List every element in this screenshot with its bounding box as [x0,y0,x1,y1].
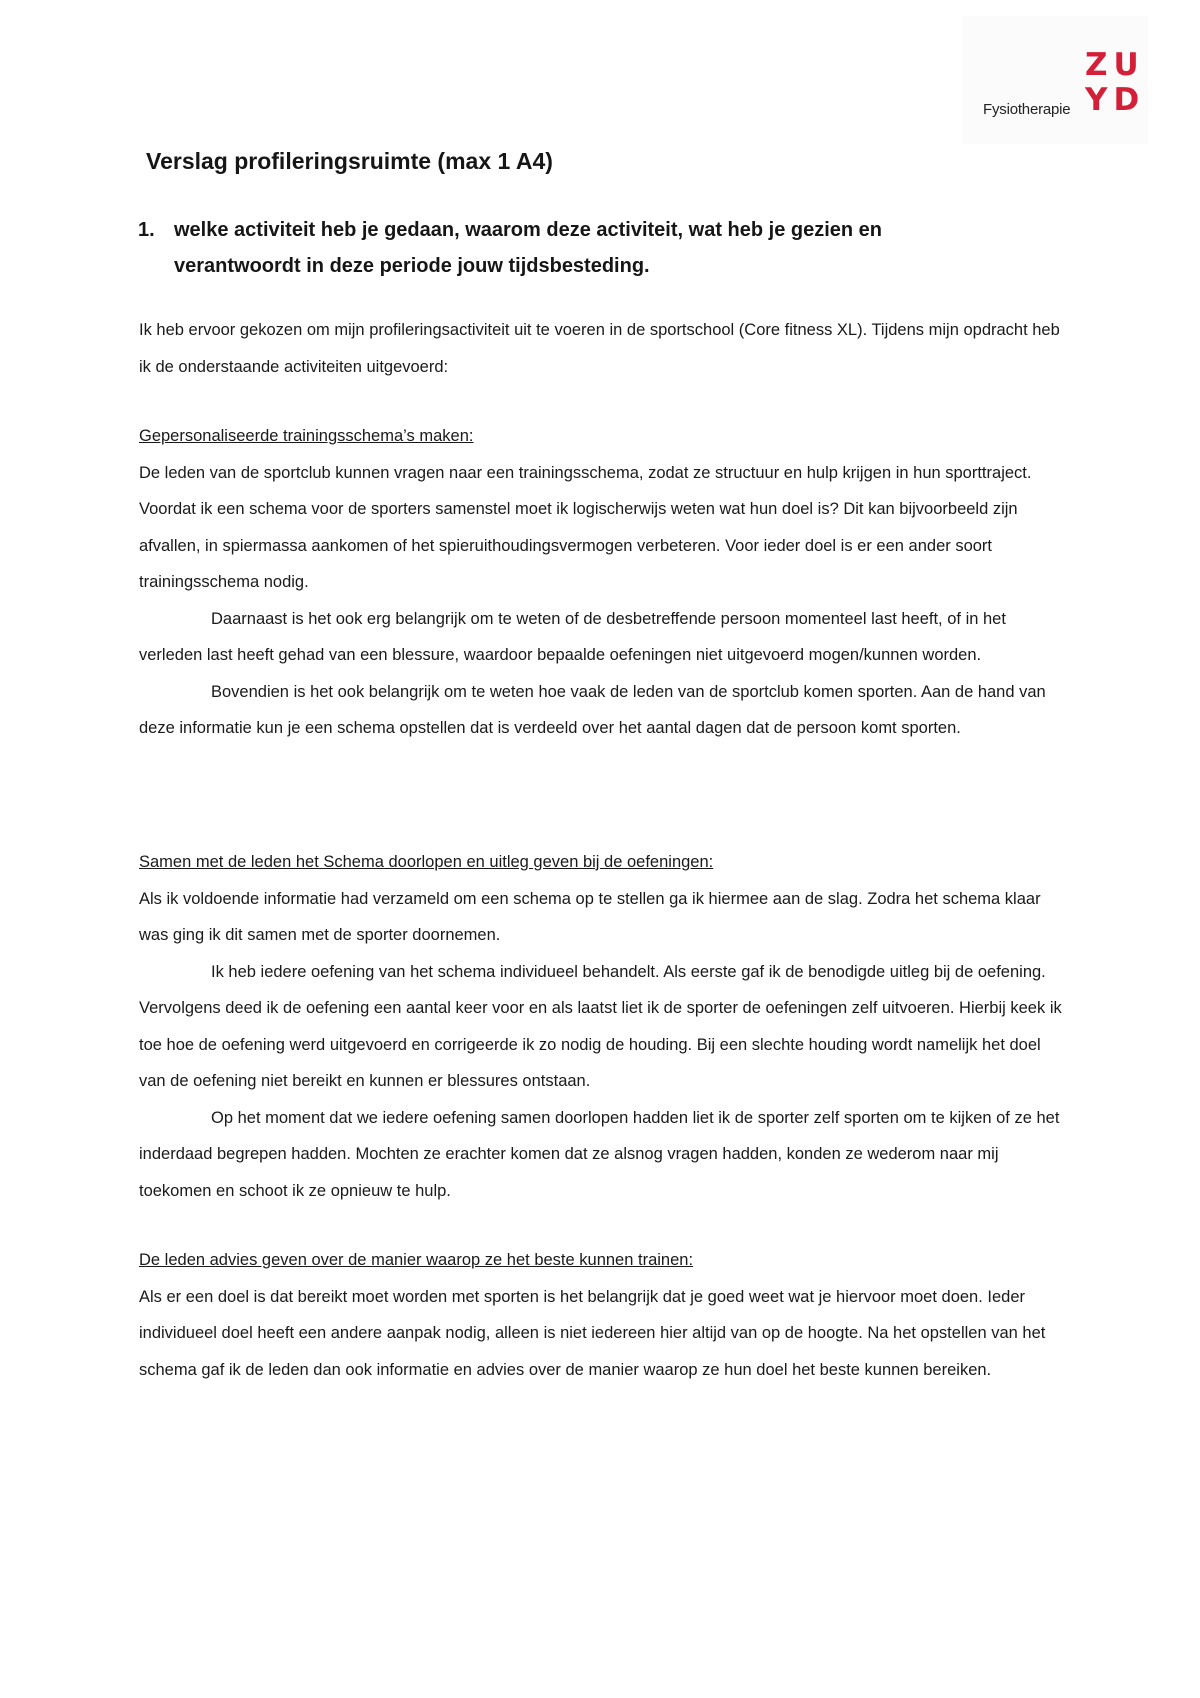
question-number: 1. [138,219,155,241]
zuyd-logo-mark [1085,47,1146,118]
paragraph: Op het moment dat we iedere oefening samen doorlopen hadden liet ik de sporter zelf sporten om te kijken of ze het inderdaad begrepen hadden. Mochten ze erachter komen dat ze alsnog vragen hadden, konden ze wederom naar mij toekomen en schoot ik ze opnieuw te hulp. [139,1108,1060,1200]
paragraph: Daarnaast is het ook erg belangrijk om te weten of de desbetreffende persoon momenteel last heeft, of in het verleden last heeft gehad van een blessure, waardoor bepaalde oefeningen niet uitgevoerd mogen/kunnen worden. [139,609,1006,664]
section-heading: De leden advies geven over de manier waarop ze het beste kunnen trainen: [139,1251,694,1269]
section-schedule-walkthrough [139,844,1069,1209]
section-training-advice [139,1242,1069,1388]
logo-mark-line-2: YD [1085,82,1146,118]
paragraph: De leden van de sportclub kunnen vragen naar een trainingsschema, zodat ze structuur en hulp krijgen in hun sporttraject. Voordat ik een schema voor de sporters samenstel moet ik logischerwijs weten wat hun doel is? Dit kan bijvoorbeeld zijn afvallen, in spiermassa aankomen of het spieruithoudingsvermogen verbeteren. Voor ieder doel is er een ander soort trainingsschema nodig. [139,463,1032,591]
document-title: Verslag profileringsruimte (max 1 A4) [146,148,553,174]
logo-subtitle: Fysiotherapie [983,101,1071,118]
paragraph: Als er een doel is dat bereikt moet worden met sporten is het belangrijk dat je goed weet wat je hiervoor moet doen. Ieder individueel doel heeft een andere aanpak nodig, alleen is niet iedereen hier altijd van op de hoogte. Na het opstellen van het schema gaf ik de leden dan ook informatie en advies over de manier waarop ze hun doel het beste kunnen bereiken. [139,1287,1046,1379]
paragraph: Bovendien is het ook belangrijk om te weten hoe vaak de leden van de sportclub komen sporten. Aan de hand van deze informatie kun je een schema opstellen dat is verdeeld over het aantal dagen dat de persoon komt sporten. [139,682,1046,737]
paragraph: Ik heb iedere oefening van het schema individueel behandelt. Als eerste gaf ik de benodigde uitleg bij de oefening. Vervolgens deed ik de oefening een aantal keer voor en als laatst liet ik de sporter de oefeningen zelf uitvoeren. Hierbij keek ik toe hoe de oefening werd uitgevoerd en corrigeerde ik zo nodig de houding. Bij een slechte houding wordt namelijk het doel van de oefening niet bereikt en kunnen er blessures ontstaan. [139,962,1062,1090]
paragraph: Als ik voldoende informatie had verzameld om een schema op te stellen ga ik hiermee aan de slag. Zodra het schema klaar was ging ik dit samen met de sporter doornemen. [139,889,1041,944]
section-training-schedules [139,418,1069,747]
question-1 [138,212,978,284]
logo-mark-line-1: ZU [1085,47,1145,83]
intro-text: Ik heb ervoor gekozen om mijn profileringsactiviteit uit te voeren in de sportschool (Core fitness XL). Tijdens mijn opdracht heb ik de onderstaande activiteiten uitgevoerd: [139,321,1060,376]
question-text: welke activiteit heb je gedaan, waarom deze activiteit, wat heb je gezien en verantwoordt in deze periode jouw tijdsbesteding. [174,219,883,277]
intro-paragraph [139,312,1069,385]
section-heading: Gepersonaliseerde trainingsschema’s maken: [139,427,474,445]
section-heading: Samen met de leden het Schema doorlopen en uitleg geven bij de oefeningen: [139,853,714,871]
